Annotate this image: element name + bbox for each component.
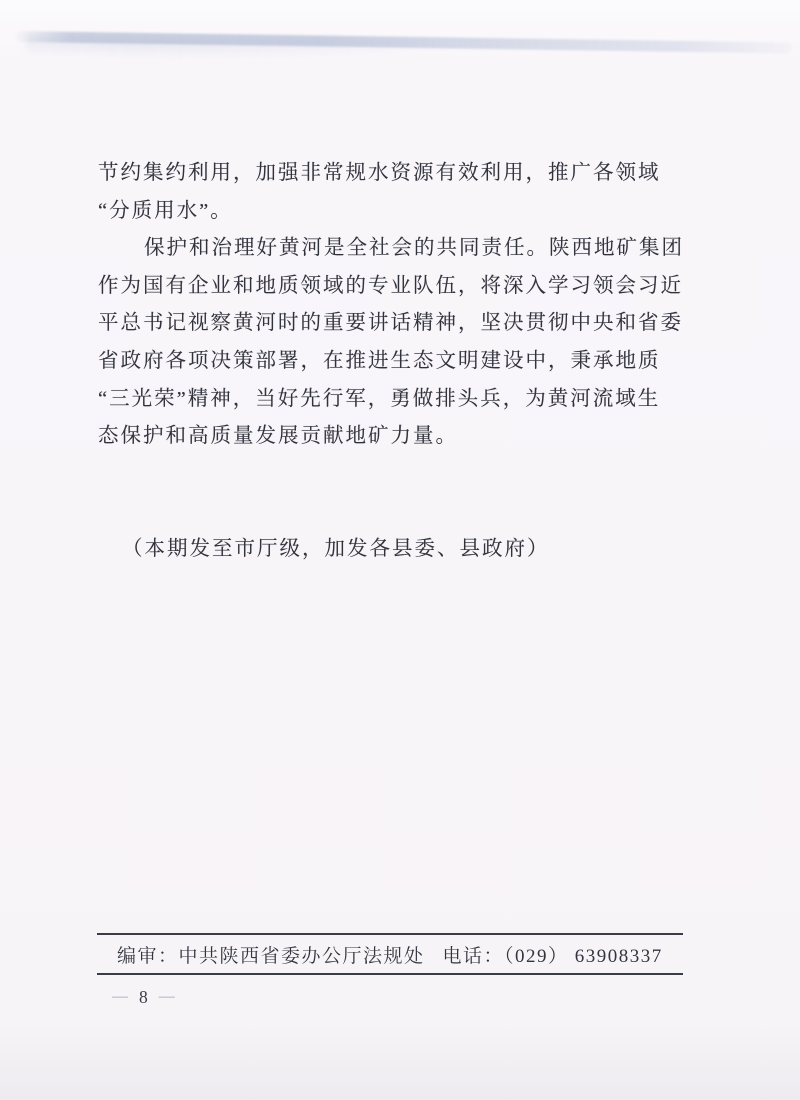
page-number-dash: —: [112, 988, 128, 1005]
scan-artifact-smudge: [26, 35, 456, 63]
blank-line: [98, 493, 684, 531]
body-text-line: 节约集约利用，加强非常规水资源有效利用，推广各领域: [98, 162, 661, 184]
page-number-value: 8: [139, 986, 148, 1007]
body-text-line: 保护和治理好黄河是全社会的共同责任。陕西地矿集团: [144, 237, 684, 260]
body-text-line: 省政府各项决策部署，在推进生态文明建设中，秉承地质: [98, 349, 661, 372]
body-text-line: 作为国有企业和地质领域的专业队伍，将深入学习领会习近: [98, 274, 683, 297]
page-number: [112, 985, 175, 1009]
document-body: [98, 155, 684, 569]
page-number-dash: —: [158, 988, 175, 1005]
blank-line: [98, 456, 684, 494]
editor-credit: 编审：中共陕西省委办公厅法规处: [117, 945, 425, 967]
distribution-note: （本期发至市厅级，加发各县委、县政府）: [122, 537, 550, 560]
body-text-line: “三光荣”精神，当好先行军，勇做排头兵，为黄河流域生: [98, 387, 661, 410]
body-text-line: “分质用水”。: [98, 199, 233, 222]
body-text-line: 平总书记视察黄河时的重要讲话精神，坚决贯彻中央和省委: [98, 312, 683, 335]
body-text-line: 态保护和高质量发展贡献地矿力量。: [98, 425, 458, 448]
colophon: [97, 933, 683, 975]
phone-number: 电话：（029） 63908337: [442, 945, 663, 967]
